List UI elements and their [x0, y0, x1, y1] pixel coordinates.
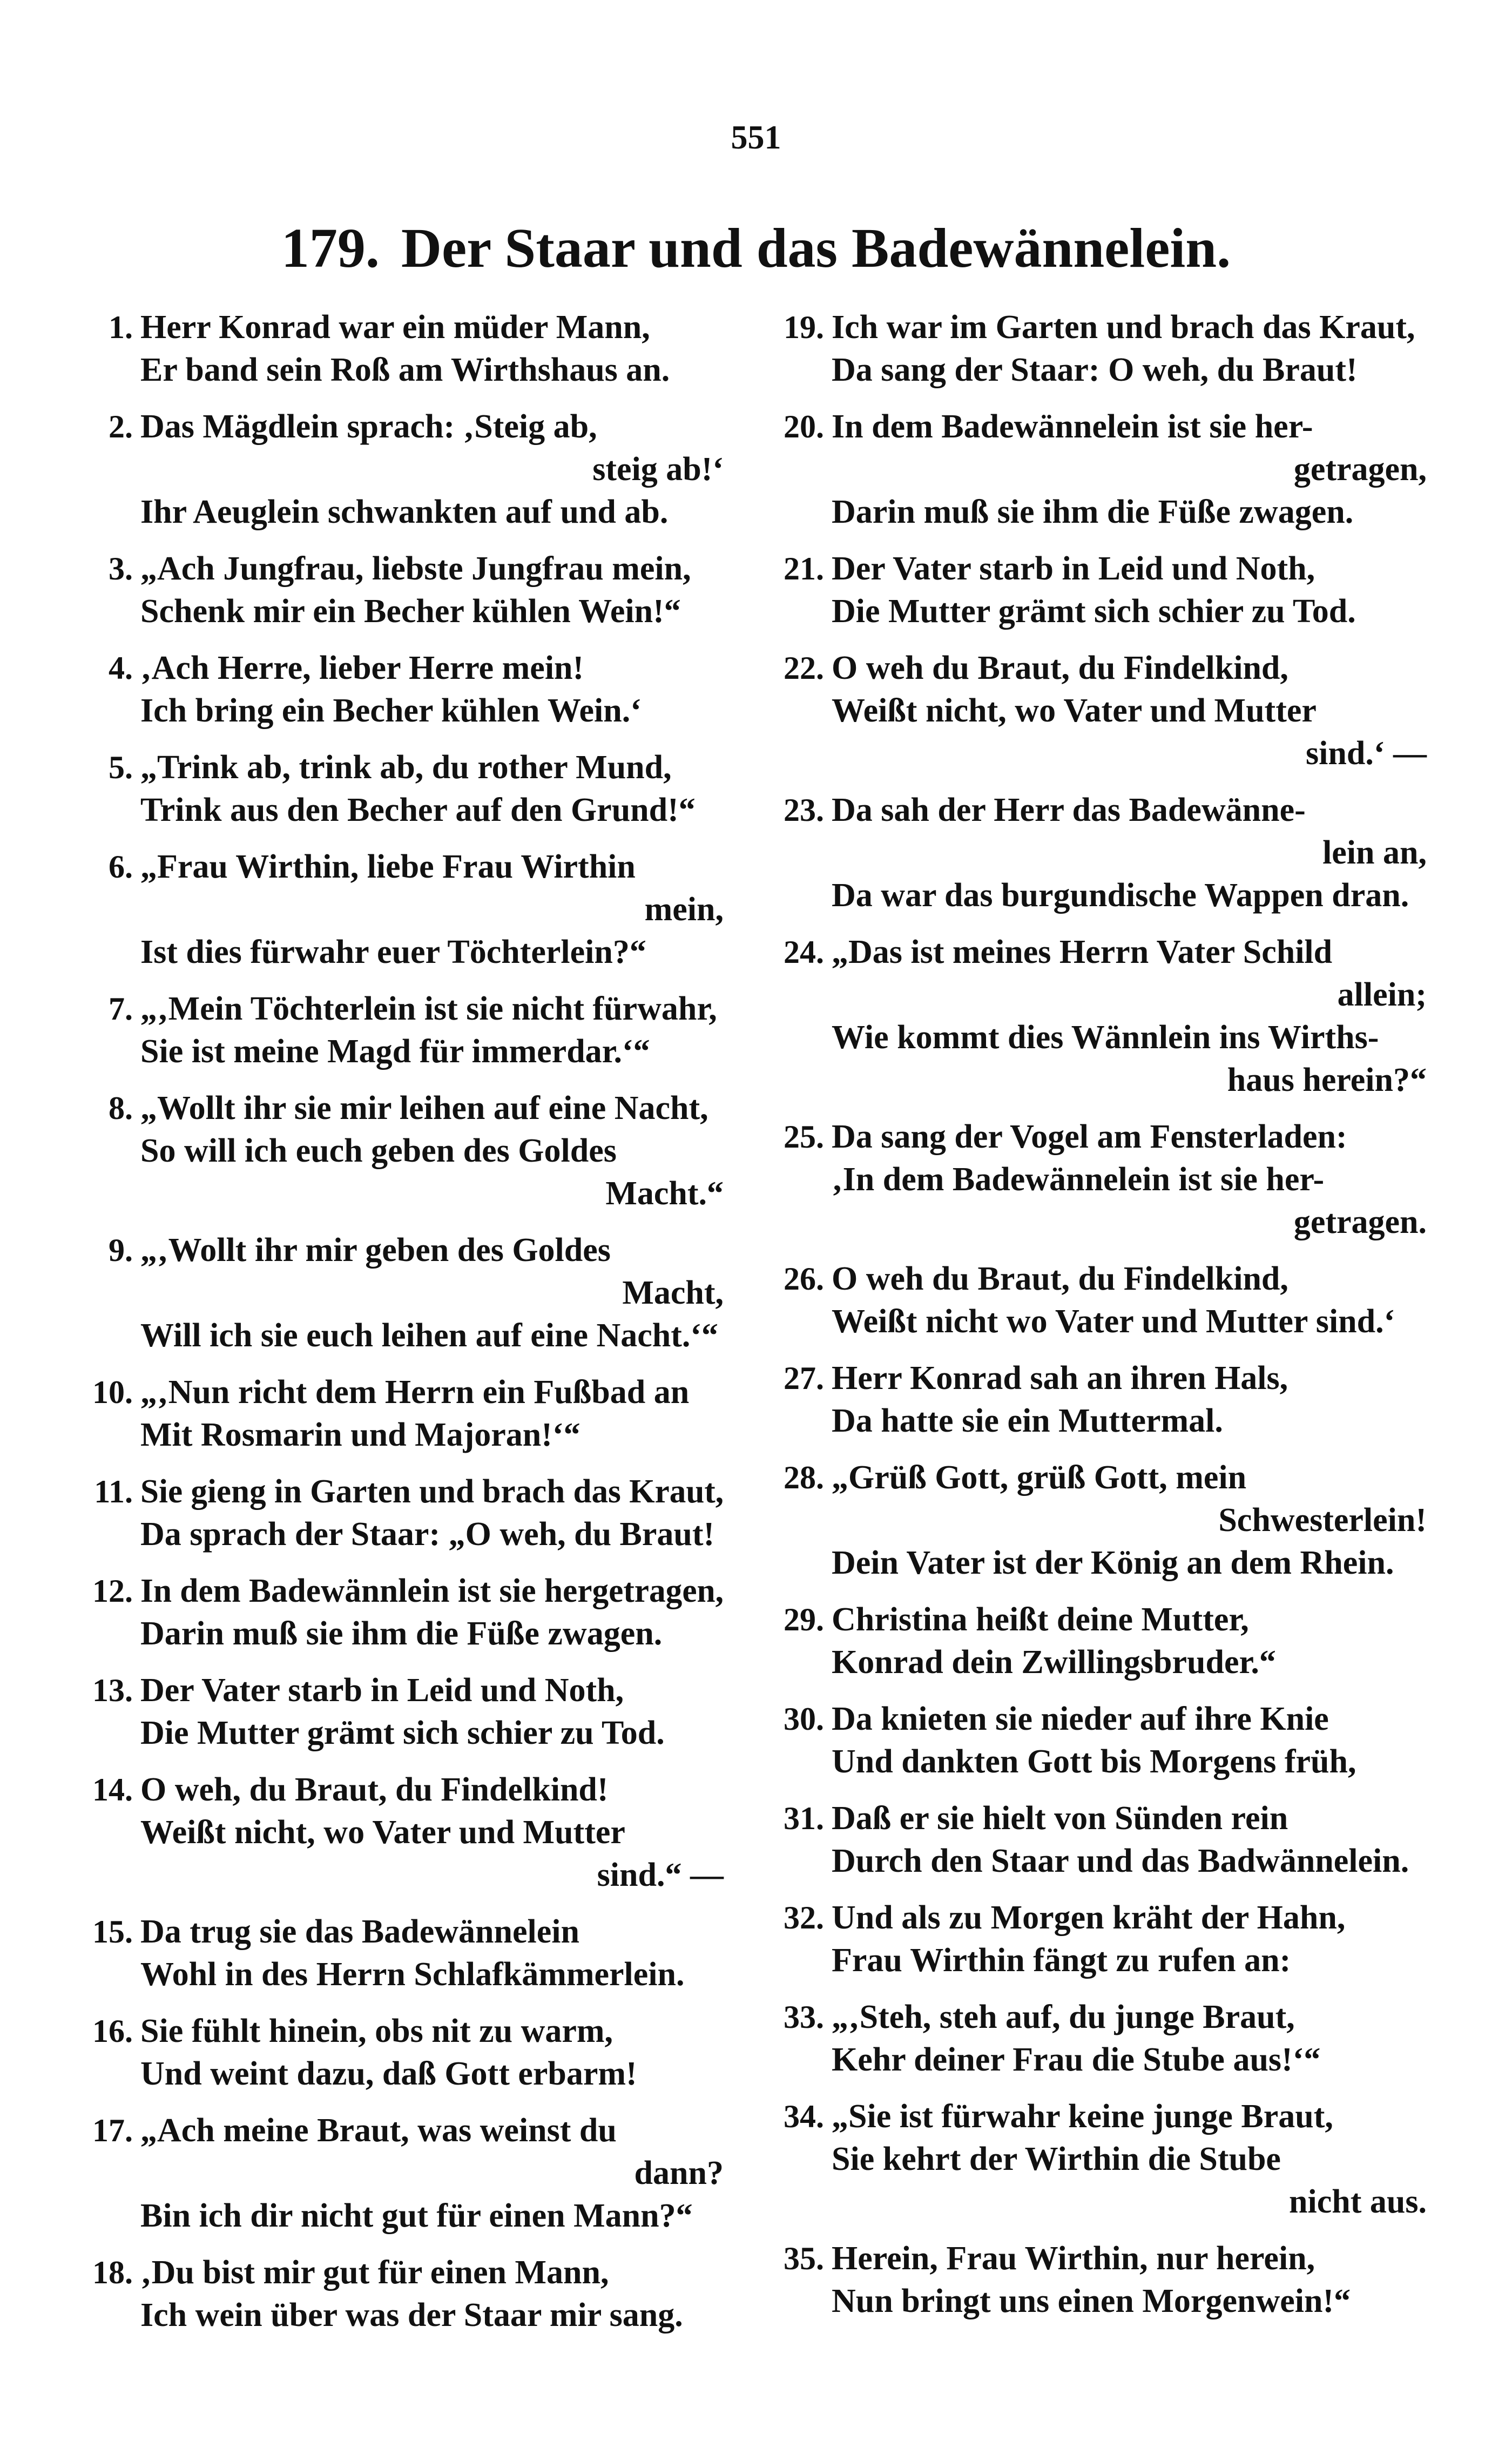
- verse-line: [140, 1414, 724, 1456]
- verse-text: „Das ist meines Herrn Vater Schild: [832, 934, 1333, 970]
- verse-line: [832, 1400, 1427, 1442]
- stanza-number: 23.: [784, 792, 824, 828]
- stanza: [751, 1599, 1427, 1684]
- verse-text: „‚Steh, steh auf, du junge Braut,: [832, 1999, 1295, 2035]
- verse-line-continuation: [832, 732, 1427, 775]
- verse-line-continuation: [832, 448, 1427, 491]
- verse-line: [140, 1712, 724, 1755]
- verse-text: Bin ich dir nicht gut für einen Mann?“: [140, 2197, 693, 2234]
- verse-text: „Ach Jungfrau, liebste Jungfrau mein,: [140, 550, 691, 587]
- verse-line: [140, 1769, 724, 1811]
- stanza: [59, 1769, 724, 1897]
- verse-text: Dein Vater ist der König an dem Rhein.: [832, 1545, 1394, 1581]
- stanza-number: 13.: [92, 1673, 133, 1708]
- stanza-number: 31.: [784, 1800, 824, 1836]
- verse-line: [832, 1641, 1427, 1684]
- verse-line: [140, 789, 724, 832]
- verse-line: [140, 2109, 724, 2152]
- verse-text: Macht.“: [605, 1175, 724, 1212]
- stanza: [751, 1116, 1427, 1244]
- stanza: [751, 1797, 1427, 1883]
- verse-text: mein,: [644, 891, 724, 928]
- stanza-lines: [832, 1698, 1427, 1783]
- verse-text: Nun bringt uns einen Morgenwein!“: [832, 2283, 1351, 2319]
- verse-text: Darin muß sie ihm die Füße zwagen.: [140, 1615, 663, 1652]
- verse-text: Da knieten sie nieder auf ihre Knie: [832, 1701, 1329, 1737]
- verse-text: „‚Mein Töchterlein ist sie nicht fürwahr,: [140, 990, 717, 1027]
- stanza-number: 10.: [92, 1374, 133, 1410]
- stanza-number: 33.: [784, 1999, 824, 2035]
- verse-line: [832, 2237, 1427, 2280]
- verse-text: Und als zu Morgen kräht der Hahn,: [832, 1899, 1346, 1936]
- stanza-lines: [140, 1087, 724, 1215]
- verse-line: [140, 1669, 724, 1712]
- verse-line: [140, 846, 724, 888]
- stanza-number: 11.: [94, 1474, 133, 1509]
- verse-text: Sie kehrt der Wirthin die Stube: [832, 2141, 1281, 2177]
- stanza-lines: [140, 2010, 724, 2095]
- verse-text: Da trug sie das Badewännelein: [140, 1913, 579, 1950]
- verse-text: „Ach meine Braut, was weinst du: [140, 2112, 617, 2149]
- stanza-lines: [140, 1229, 724, 1357]
- verse-line: [140, 1570, 724, 1613]
- stanza: [59, 306, 724, 392]
- verse-line: [140, 1371, 724, 1414]
- verse-line: [140, 1613, 724, 1655]
- verse-text: „Grüß Gott, grüß Gott, mein: [832, 1459, 1247, 1496]
- verse-text: In dem Badewännelein ist sie her-: [832, 408, 1313, 445]
- poem-title: [0, 216, 1512, 280]
- stanza-number: 14.: [92, 1772, 133, 1808]
- stanza-lines: [140, 548, 724, 633]
- stanza-lines: [832, 931, 1427, 1102]
- stanza: [59, 548, 724, 633]
- stanza-number: 18.: [92, 2255, 133, 2290]
- stanza-lines: [140, 1371, 724, 1456]
- verse-text: O weh du Braut, du Findelkind,: [832, 1260, 1288, 1297]
- stanza-lines: [140, 988, 724, 1073]
- verse-line: [832, 1797, 1427, 1840]
- stanza-number: 22.: [784, 650, 824, 686]
- verse-text: „Wollt ihr sie mir leihen auf eine Nacht,: [140, 1090, 708, 1127]
- stanza-lines: [832, 1996, 1427, 2081]
- verse-line: [832, 1840, 1427, 1883]
- verse-line: [140, 2053, 724, 2095]
- verse-line: [832, 1741, 1427, 1783]
- stanza-number: 17.: [92, 2113, 133, 2148]
- verse-text: Und dankten Gott bis Morgens früh,: [832, 1743, 1356, 1780]
- stanza: [59, 2109, 724, 2237]
- verse-line: [832, 1016, 1427, 1059]
- stanza-number: 1.: [109, 309, 133, 345]
- verse-text: sind.‘ —: [1306, 735, 1427, 772]
- verse-line: [832, 2095, 1427, 2138]
- verse-text: sind.“ —: [597, 1857, 724, 1893]
- verse-text: Wohl in des Herrn Schlafkämmerlein.: [140, 1956, 685, 1993]
- stanza-lines: [140, 2109, 724, 2237]
- verse-line: [832, 1698, 1427, 1741]
- stanza: [751, 1357, 1427, 1442]
- stanza: [59, 1570, 724, 1655]
- stanza: [59, 746, 724, 832]
- stanza-number: 35.: [784, 2241, 824, 2276]
- verse-text: Sie fühlt hinein, obs nit zu warm,: [140, 2013, 613, 2049]
- verse-text: haus herein?“: [1227, 1062, 1427, 1098]
- verse-text: Die Mutter grämt sich schier zu Tod.: [832, 593, 1356, 630]
- stanza: [59, 1371, 724, 1456]
- verse-line: [140, 1471, 724, 1513]
- stanza-number: 4.: [109, 650, 133, 686]
- verse-line: [140, 988, 724, 1030]
- verse-text: Sie ist meine Magd für immerdar.‘“: [140, 1033, 650, 1070]
- stanza-lines: [832, 548, 1427, 633]
- stanza-lines: [832, 789, 1427, 917]
- verse-line: [832, 1996, 1427, 2039]
- verse-line: [140, 931, 724, 974]
- poem-title-text: Der Staar und das Badewännelein.: [401, 217, 1231, 279]
- verse-line: [832, 491, 1427, 534]
- verse-text: Weißt nicht, wo Vater und Mutter: [140, 1814, 625, 1851]
- verse-line-continuation: [140, 1172, 724, 1215]
- verse-line: [832, 2138, 1427, 2181]
- stanza-lines: [140, 647, 724, 732]
- stanza-lines: [140, 1911, 724, 1996]
- stanza: [59, 1471, 724, 1556]
- verse-line: [140, 1030, 724, 1073]
- stanza-lines: [140, 406, 724, 534]
- verse-line-continuation: [832, 1059, 1427, 1102]
- verse-text: O weh, du Braut, du Findelkind!: [140, 1771, 609, 1808]
- verse-text: Frau Wirthin fängt zu rufen an:: [832, 1942, 1291, 1979]
- stanza-number: 34.: [784, 2099, 824, 2134]
- verse-text: allein;: [1337, 976, 1427, 1013]
- verse-text: Kehr deiner Frau die Stube aus!‘“: [832, 2041, 1321, 2078]
- verse-line: [832, 2039, 1427, 2081]
- verse-line: [140, 1953, 724, 1996]
- left-column: [59, 306, 724, 2351]
- verse-line-continuation: [140, 2152, 724, 2195]
- verse-text: „‚Wollt ihr mir geben des Goldes: [140, 1232, 611, 1269]
- verse-line-continuation: [140, 448, 724, 491]
- stanza-number: 32.: [784, 1900, 824, 1936]
- stanza-number: 6.: [109, 849, 133, 885]
- verse-line: [832, 931, 1427, 974]
- verse-line: [832, 874, 1427, 917]
- stanza-lines: [140, 2251, 724, 2337]
- verse-text: Macht,: [622, 1274, 724, 1311]
- verse-text: Christina heißt deine Mutter,: [832, 1601, 1249, 1638]
- verse-text: Darin muß sie ihm die Füße zwagen.: [832, 494, 1354, 530]
- stanza-lines: [140, 746, 724, 832]
- stanza-number: 9.: [109, 1232, 133, 1268]
- right-column: [751, 306, 1427, 2337]
- stanza-lines: [140, 306, 724, 392]
- verse-text: Da sang der Staar: O weh, du Braut!: [832, 352, 1358, 388]
- verse-text: Daß er sie hielt von Sünden rein: [832, 1800, 1288, 1837]
- stanza: [59, 1087, 724, 1215]
- verse-line-continuation: [832, 974, 1427, 1016]
- verse-text: getragen,: [1293, 451, 1427, 488]
- verse-text: Trink aus den Becher auf den Grund!“: [140, 792, 696, 828]
- verse-line: [832, 1939, 1427, 1982]
- stanza: [751, 306, 1427, 392]
- stanza-number: 19.: [784, 309, 824, 345]
- verse-text: Schenk mir ein Becher kühlen Wein!“: [140, 593, 681, 630]
- verse-text: Will ich sie euch leihen auf eine Nacht.‘“: [140, 1317, 719, 1354]
- stanza: [59, 406, 724, 534]
- verse-text: Ist dies fürwahr euer Töchterlein?“: [140, 934, 646, 970]
- stanza-lines: [832, 406, 1427, 534]
- verse-text: Wie kommt dies Wännlein ins Wirths-: [832, 1019, 1379, 1056]
- verse-line: [832, 1357, 1427, 1400]
- stanza: [59, 1229, 724, 1357]
- verse-line-continuation: [832, 832, 1427, 874]
- stanza: [751, 1258, 1427, 1343]
- verse-line: [140, 1130, 724, 1172]
- verse-line: [832, 306, 1427, 349]
- verse-line: [832, 1158, 1427, 1201]
- stanza: [751, 2095, 1427, 2223]
- verse-line: [832, 1897, 1427, 1939]
- stanza: [751, 647, 1427, 775]
- stanza: [59, 988, 724, 1073]
- verse-line: [832, 590, 1427, 633]
- verse-text: Herein, Frau Wirthin, nur herein,: [832, 2240, 1315, 2277]
- stanza-number: 8.: [109, 1090, 133, 1126]
- verse-text: Der Vater starb in Leid und Noth,: [832, 550, 1315, 587]
- stanza: [59, 846, 724, 974]
- stanza: [751, 406, 1427, 534]
- stanza: [751, 1897, 1427, 1982]
- stanza-lines: [140, 846, 724, 974]
- stanza: [59, 1911, 724, 1996]
- stanza-number: 12.: [92, 1573, 133, 1609]
- verse-line: [832, 1300, 1427, 1343]
- verse-text: ‚In dem Badewännelein ist sie her-: [832, 1161, 1325, 1198]
- verse-text: Konrad dein Zwillingsbruder.“: [832, 1644, 1276, 1681]
- verse-line: [140, 1229, 724, 1272]
- stanza-lines: [140, 1769, 724, 1897]
- verse-text: In dem Badewännlein ist sie hergetragen,: [140, 1573, 724, 1609]
- verse-text: ‚Du bist mir gut für einen Mann,: [140, 2254, 609, 2291]
- verse-line: [832, 1599, 1427, 1641]
- stanza-lines: [140, 1669, 724, 1755]
- verse-line: [140, 2294, 724, 2337]
- verse-text: lein an,: [1322, 834, 1427, 871]
- stanza-lines: [832, 1456, 1427, 1584]
- stanza-lines: [832, 1357, 1427, 1442]
- verse-text: Da hatte sie ein Muttermal.: [832, 1402, 1223, 1439]
- verse-text: Weißt nicht wo Vater und Mutter sind.‘: [832, 1303, 1395, 1340]
- verse-text: Er band sein Roß am Wirthshaus an.: [140, 352, 670, 388]
- stanza-number: 5.: [109, 750, 133, 785]
- verse-text: „Trink ab, trink ab, du rother Mund,: [140, 749, 672, 786]
- verse-line: [140, 2251, 724, 2294]
- verse-text: ‚Ach Herre, lieber Herre mein!: [140, 650, 584, 686]
- verse-line: [832, 1456, 1427, 1499]
- verse-text: Da war das burgundische Wappen dran.: [832, 877, 1409, 914]
- verse-line: [140, 1314, 724, 1357]
- verse-text: So will ich euch geben des Goldes: [140, 1132, 617, 1169]
- verse-line: [140, 406, 724, 448]
- verse-text: O weh du Braut, du Findelkind,: [832, 650, 1288, 686]
- stanza: [59, 1669, 724, 1755]
- verse-text: Da sprach der Staar: „O weh, du Braut!: [140, 1516, 715, 1553]
- verse-text: Herr Konrad sah an ihren Hals,: [832, 1360, 1288, 1397]
- verse-line: [140, 1911, 724, 1953]
- verse-text: Und weint dazu, daß Gott erbarm!: [140, 2055, 637, 2092]
- verse-line: [140, 1087, 724, 1130]
- stanza-lines: [832, 306, 1427, 392]
- stanza-number: 15.: [92, 1914, 133, 1950]
- verse-line: [832, 548, 1427, 590]
- verse-line: [140, 548, 724, 590]
- stanza: [751, 789, 1427, 917]
- verse-text: Weißt nicht, wo Vater und Mutter: [832, 692, 1317, 729]
- stanza: [59, 2010, 724, 2095]
- stanza-number: 7.: [109, 991, 133, 1027]
- verse-line-continuation: [832, 1201, 1427, 1244]
- verse-line: [140, 349, 724, 392]
- verse-line: [140, 690, 724, 732]
- stanza: [751, 2237, 1427, 2323]
- verse-line: [140, 491, 724, 534]
- verse-text: Das Mägdlein sprach: ‚Steig ab,: [140, 408, 597, 445]
- verse-line: [140, 2010, 724, 2053]
- verse-text: Ich bring ein Becher kühlen Wein.‘: [140, 692, 642, 729]
- verse-text: Ihr Aeuglein schwankten auf und ab.: [140, 494, 669, 530]
- stanza-lines: [832, 1897, 1427, 1982]
- stanza-lines: [832, 1599, 1427, 1684]
- stanza-lines: [832, 647, 1427, 775]
- verse-text: Die Mutter grämt sich schier zu Tod.: [140, 1715, 665, 1751]
- verse-line: [832, 789, 1427, 832]
- stanza-lines: [140, 1570, 724, 1655]
- stanza-lines: [832, 1258, 1427, 1343]
- verse-text: „Sie ist fürwahr keine junge Braut,: [832, 2098, 1333, 2135]
- verse-text: Da sah der Herr das Badewänne-: [832, 792, 1306, 828]
- verse-line: [832, 647, 1427, 690]
- stanza: [751, 931, 1427, 1102]
- verse-line: [140, 647, 724, 690]
- stanza-number: 24.: [784, 934, 824, 970]
- stanza: [751, 1456, 1427, 1584]
- stanza-lines: [832, 1797, 1427, 1883]
- stanza-number: 20.: [784, 409, 824, 444]
- stanza-number: 26.: [784, 1261, 824, 1297]
- verse-line: [140, 590, 724, 633]
- verse-text: „‚Nun richt dem Herrn ein Fußbad an: [140, 1374, 690, 1411]
- verse-text: Ich war im Garten und brach das Kraut,: [832, 309, 1415, 346]
- verse-line: [832, 349, 1427, 392]
- verse-line: [140, 1811, 724, 1854]
- verse-text: nicht aus.: [1289, 2183, 1427, 2220]
- stanza: [59, 2251, 724, 2337]
- verse-text: steig ab!‘: [592, 451, 724, 488]
- verse-line-continuation: [832, 2181, 1427, 2223]
- verse-line-continuation: [140, 1272, 724, 1314]
- verse-text: Sie gieng in Garten und brach das Kraut,: [140, 1473, 724, 1510]
- verse-line: [832, 1258, 1427, 1300]
- page-number: 551: [731, 119, 781, 156]
- stanza-number: 2.: [109, 409, 133, 444]
- stanza: [751, 1996, 1427, 2081]
- verse-line-continuation: [140, 1854, 724, 1897]
- stanza-number: 27.: [784, 1360, 824, 1396]
- verse-line: [832, 1542, 1427, 1584]
- stanza-number: 25.: [784, 1119, 824, 1155]
- stanza-lines: [140, 1471, 724, 1556]
- verse-text: Der Vater starb in Leid und Noth,: [140, 1672, 624, 1709]
- stanza-number: 3.: [109, 551, 133, 586]
- verse-text: Da sang der Vogel am Fensterladen:: [832, 1118, 1347, 1155]
- stanza-lines: [832, 2095, 1427, 2223]
- verse-line: [140, 306, 724, 349]
- verse-line: [832, 2280, 1427, 2323]
- verse-text: Ich wein über was der Staar mir sang.: [140, 2297, 683, 2334]
- verse-line-continuation: [832, 1499, 1427, 1542]
- stanza: [751, 548, 1427, 633]
- verse-text: getragen.: [1293, 1204, 1427, 1240]
- stanza-number: 29.: [784, 1602, 824, 1637]
- verse-text: dann?: [634, 2155, 724, 2191]
- verse-line: [140, 1513, 724, 1556]
- verse-text: Schwesterlein!: [1218, 1502, 1427, 1539]
- stanza-number: 16.: [92, 2013, 133, 2049]
- stanza-number: 21.: [784, 551, 824, 586]
- stanza-number: 30.: [784, 1701, 824, 1737]
- verse-text: Herr Konrad war ein müder Mann,: [140, 309, 650, 346]
- stanza-lines: [832, 2237, 1427, 2323]
- verse-text: Mit Rosmarin und Majoran!‘“: [140, 1417, 580, 1453]
- verse-line: [140, 2195, 724, 2237]
- stanza-lines: [832, 1116, 1427, 1244]
- verse-text: Durch den Staar und das Badwännelein.: [832, 1843, 1409, 1879]
- verse-text: „Frau Wirthin, liebe Frau Wirthin: [140, 848, 636, 885]
- verse-line: [140, 746, 724, 789]
- verse-line: [832, 1116, 1427, 1158]
- verse-line-continuation: [140, 888, 724, 931]
- verse-line: [832, 690, 1427, 732]
- poem-number: 179.: [281, 217, 380, 279]
- stanza: [751, 1698, 1427, 1783]
- stanza-number: 28.: [784, 1460, 824, 1495]
- verse-line: [832, 406, 1427, 448]
- stanza: [59, 647, 724, 732]
